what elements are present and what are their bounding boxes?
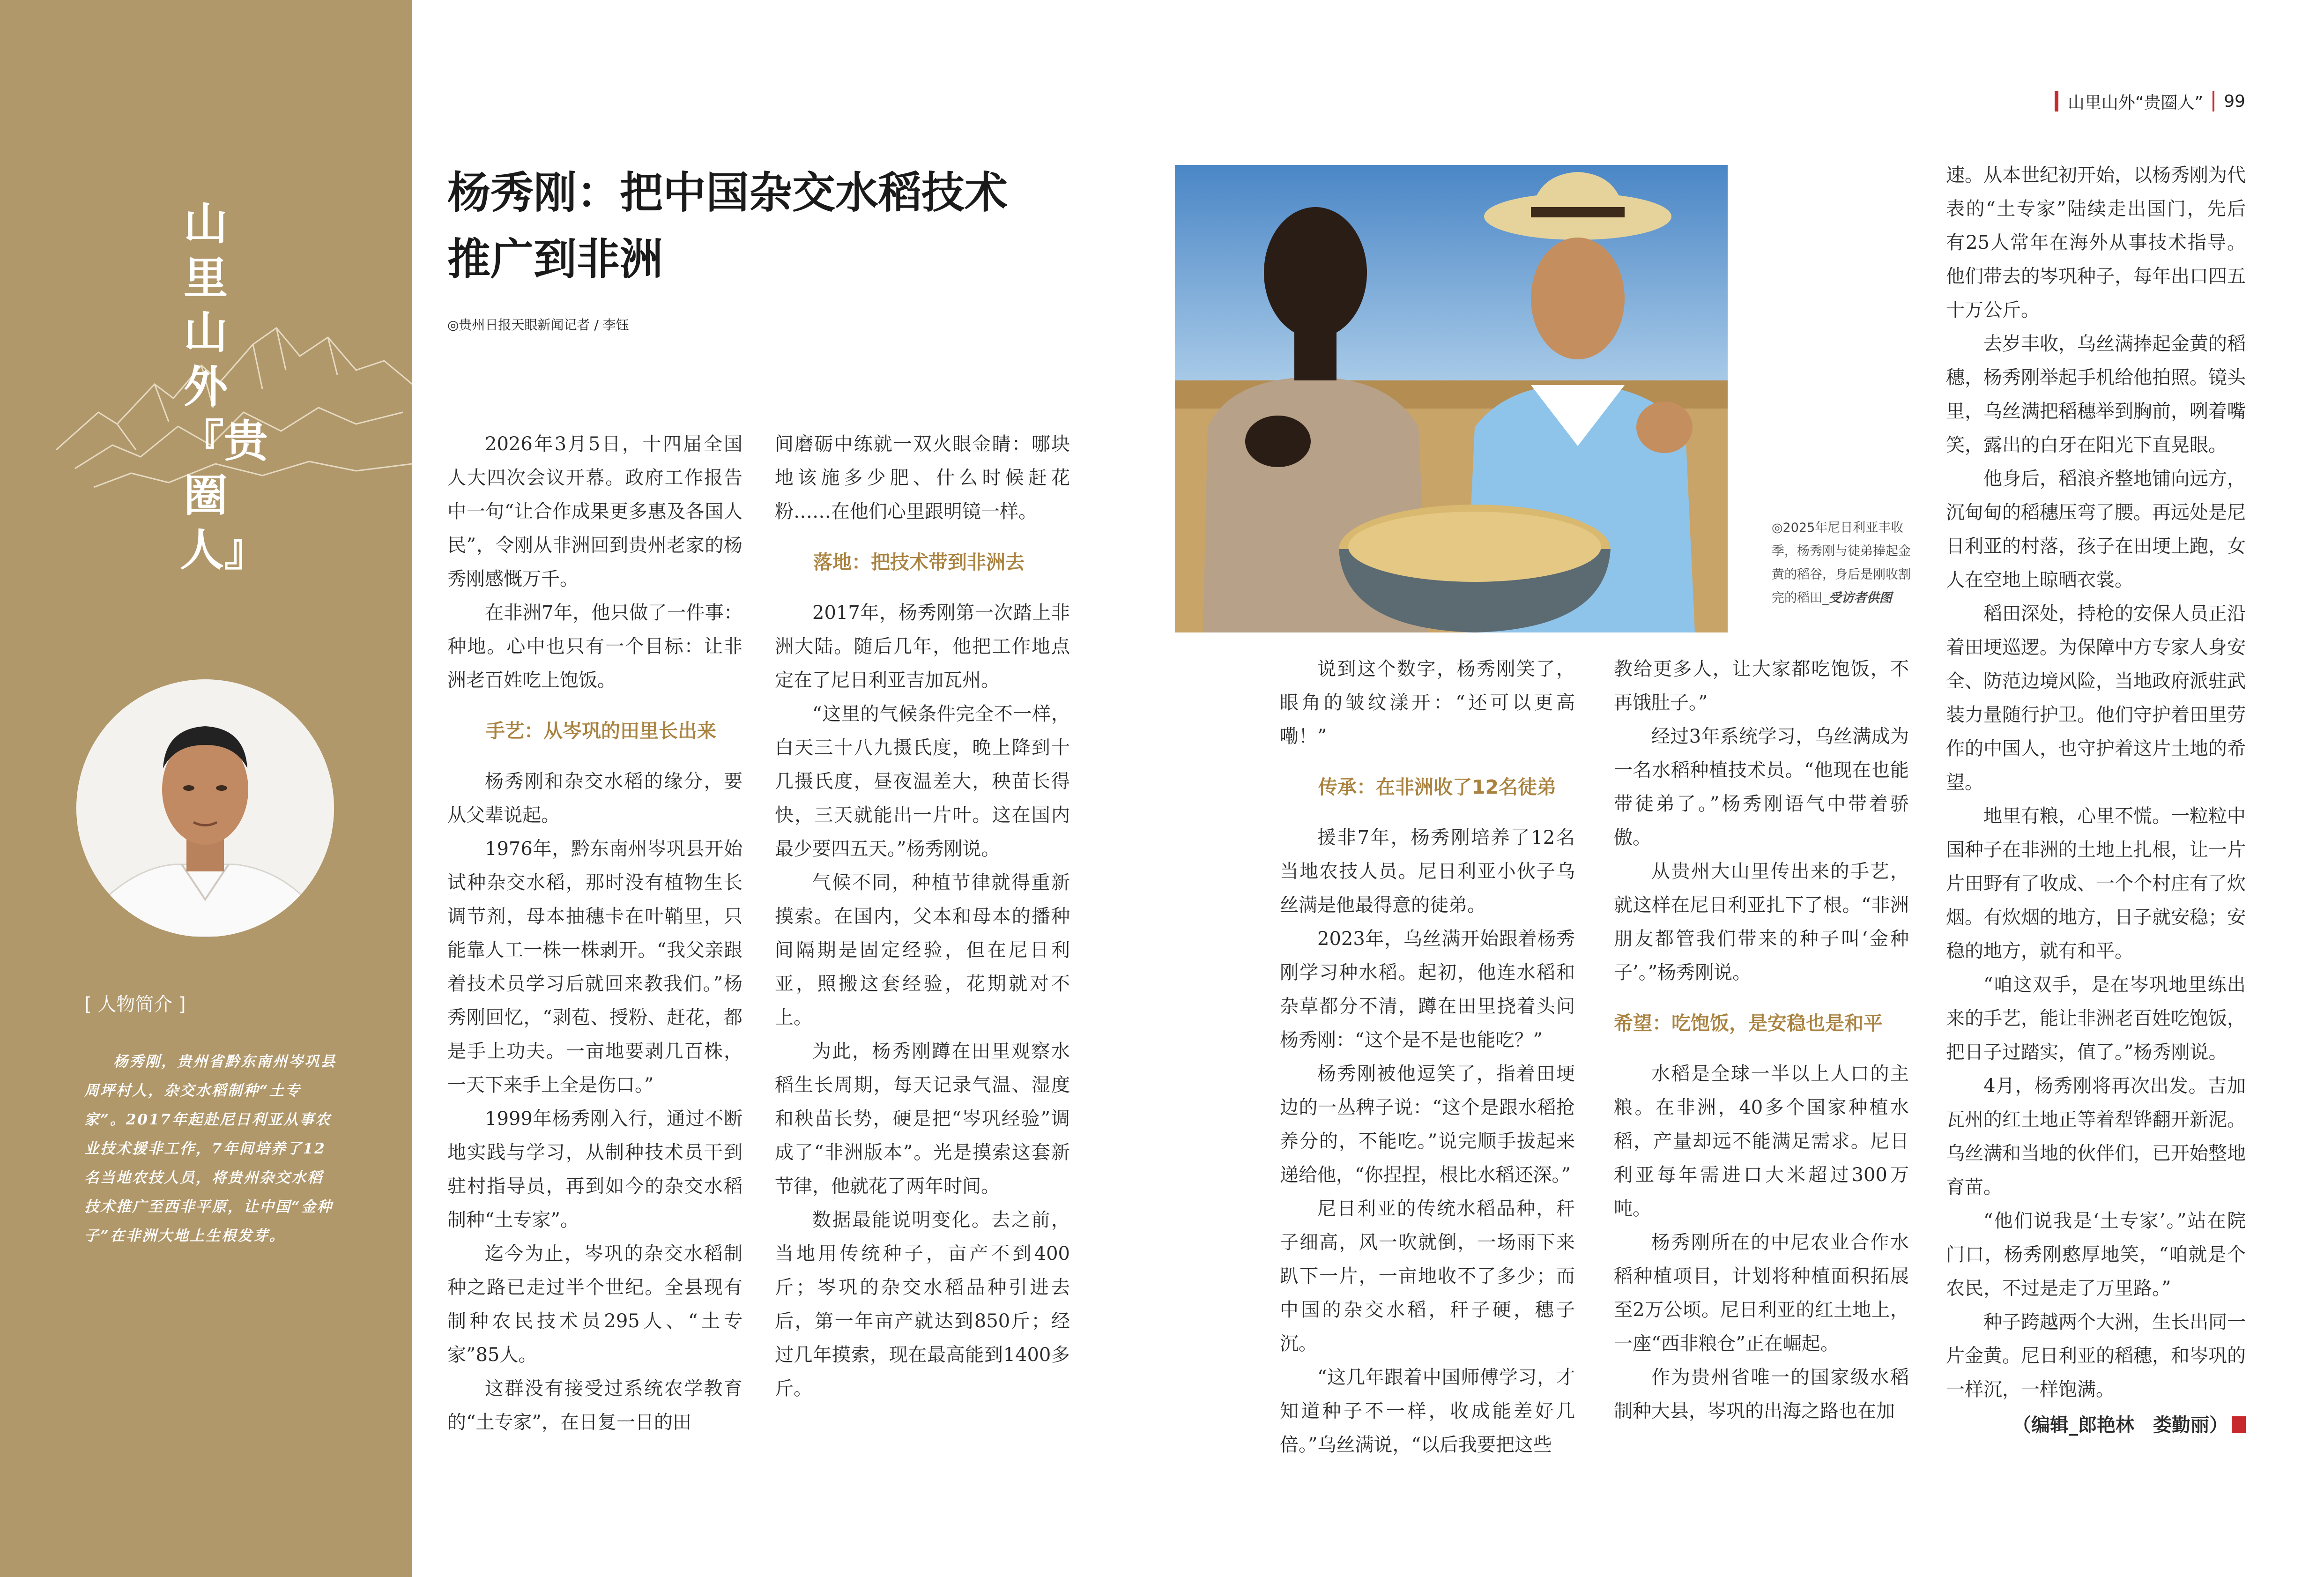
photo-credit: 受访者供图 (1828, 591, 1892, 605)
section-title: 山里山外『贵圈人』 (180, 198, 268, 576)
paragraph: 这群没有接受过系统农学教育的“土专家”，在日复一日的田 (447, 1378, 742, 1433)
paragraph: 地里有粮，心里不慌。一粒粒中国种子在非洲的土地上扎根，让一片片田野有了收成、一个个村庄有了炊烟。有炊烟的地方，日子就安稳；安稳的地方，就有和平。 (1946, 805, 2246, 962)
paragraph: 为此，杨秀刚蹲在田里观察水稻生长周期，每天记录气温、湿度和秧苗长势，硬是把“岑巩经验”调成了“非洲版本”。光是摸索这套新节律，他就花了两年时间。 (775, 1041, 1070, 1197)
paragraph: 水稻是全球一半以上人口的主粮。在非洲，40多个国家种植水稻，产量却远不能满足需求。尼日利亚每年需进口大米超过300万吨。 (1614, 1063, 1909, 1220)
paragraph: 杨秀刚和杂交水稻的缘分，要从父辈说起。 (447, 771, 742, 826)
text-column-5 (1946, 158, 2246, 1442)
end-of-article-icon (2232, 1416, 2246, 1433)
paragraph: “他们说我是‘土专家’。”站在院门口，杨秀刚憨厚地笑，“咱就是个农民，不过是走了万里路。” (1946, 1210, 2246, 1299)
byline: ◎贵州日报天眼新闻记者 / 李钰 (447, 317, 629, 333)
header-separator (2213, 91, 2214, 112)
sidebar (0, 0, 412, 1577)
paragraph: 4月，杨秀刚将再次出发。吉加瓦州的红土地正等着犁铧翻开新泥。乌丝满和当地的伙伴们，已开始整地育苗。 (1946, 1075, 2246, 1198)
editor-names: （编辑_郎艳林 娄勤丽） (2012, 1414, 2228, 1436)
title-line-2: 推广到非洲 (447, 234, 663, 284)
photo-caption (1772, 516, 1920, 610)
subheading: 希望：吃饱饭，是安稳也是和平 (1614, 1012, 1883, 1034)
page-number: 99 (2224, 91, 2245, 111)
article-title (447, 159, 1113, 292)
portrait-photo (76, 679, 334, 937)
caption-text: ◎2025年尼日利亚丰收季，杨秀刚与徒弟捧起金黄的稻谷，身后是刚收割完的稻田_ (1772, 521, 1911, 605)
title-line-1: 杨秀刚：把中国杂交水稻技术 (447, 167, 1008, 218)
paragraph: 经过3年系统学习，乌丝满成为一名水稻种植技术员。“他现在也能带徒弟了。”杨秀刚语气中带着骄傲。 (1614, 726, 1909, 848)
editor-credit (1946, 1408, 2246, 1442)
paragraph: “这里的气候条件完全不一样，白天三十八九摄氏度，晚上降到十几摄氏度，昼夜温差大，秧苗长得快，三天就能出一片叶。这在国内最少要四五天。”杨秀刚说。 (775, 703, 1070, 860)
paragraph: 2023年，乌丝满开始跟着杨秀刚学习种水稻。起初，他连水稻和杂草都分不清，蹲在田里挠着头问杨秀刚：“这个是不是也能吃？” (1280, 928, 1575, 1051)
paragraph: 从贵州大山里传出来的手艺，就这样在尼日利亚扎下了根。“非洲朋友都管我们带来的种子叫‘金种子’。”杨秀刚说。 (1614, 861, 1909, 983)
paragraph: 气候不同，种植节律就得重新摸索。在国内，父本和母本的播种间隔期是固定经验，但在尼日利亚，照搬这套经验，花期就对不上。 (775, 872, 1070, 1028)
paragraph: 杨秀刚所在的中尼农业合作水稻种植项目，计划将种植面积拓展至2万公顷。尼日利亚的红土地上，一座“西非粮仓”正在崛起。 (1614, 1232, 1909, 1354)
subheading: 手艺：从岑巩的田里长出来 (486, 720, 716, 742)
paragraph: 2017年，杨秀刚第一次踏上非洲大陆。随后几年，他把工作地点定在了尼日利亚吉加瓦州。 (775, 602, 1070, 691)
header-section-name: 山里山外“贵圈人” (2067, 93, 2204, 112)
article-photo (1175, 165, 1728, 632)
paragraph: 尼日利亚的传统水稻品种，秆子细高，风一吹就倒，一场雨下来趴下一片，一亩地收不了多少；而中国的杂交水稻，秆子硬，穗子沉。 (1280, 1198, 1575, 1354)
header-accent-bar (2055, 91, 2058, 112)
paragraph: 他身后，稻浪齐整地铺向远方，沉甸甸的稻穗压弯了腰。再远处是尼日利亚的村落，孩子在田埂上跑，女人在空地上晾晒衣裳。 (1946, 468, 2246, 591)
text-column-3 (1280, 652, 1575, 1462)
paragraph: 说到这个数字，杨秀刚笑了，眼角的皱纹漾开：“还可以更高嘞！” (1280, 658, 1575, 747)
paragraph: 作为贵州省唯一的国家级水稻制种大县，岑巩的出海之路也在加 (1614, 1367, 1909, 1422)
paragraph: 数据最能说明变化。去之前，当地用传统种子，亩产不到400斤；岑巩的杂交水稻品种引进去后，第一年亩产就达到850斤；经过几年摸索，现在最高能到1400多斤。 (775, 1209, 1070, 1399)
subheading: 落地：把技术带到非洲去 (813, 551, 1025, 573)
paragraph-continued: 间磨砺中练就一双火眼金睛：哪块地该施多少肥、什么时候赶花粉……在他们心里跟明镜一样。 (775, 433, 1070, 522)
paragraph-continued: 速。从本世纪初开始，以杨秀刚为代表的“土专家”陆续走出国门，先后有25人常年在海外从事技术指导。他们带去的岑巩种子，每年出口四五十万公斤。 (1946, 164, 2246, 321)
paragraph: 1999年杨秀刚入行，通过不断地实践与学习，从制种技术员干到驻村指导员，再到如今的杂交水稻制种“土专家”。 (447, 1108, 742, 1231)
paragraph: 在非洲7年，他只做了一件事：种地。心中也只有一个目标：让非洲老百姓吃上饱饭。 (447, 602, 742, 691)
paragraph: 援非7年，杨秀刚培养了12名当地农技人员。尼日利亚小伙子乌丝满是他最得意的徒弟。 (1280, 827, 1575, 916)
paragraph: “这几年跟着中国师傅学习，才知道种子不一样，收成能差好几倍。”乌丝满说，“以后我要把这些 (1280, 1367, 1575, 1456)
paragraph-continued: 教给更多人，让大家都吃饱饭，不再饿肚子。” (1614, 658, 1909, 714)
bio-heading: [ 人物简介 ] (84, 994, 186, 1015)
two-farmers-with-rice-photo-icon (1175, 165, 1728, 632)
paragraph: 去岁丰收，乌丝满捧起金黄的稻穗，杨秀刚举起手机给他拍照。镜头里，乌丝满把稻穗举到胸前，咧着嘴笑，露出的白牙在阳光下直晃眼。 (1946, 333, 2246, 456)
text-column-4 (1614, 652, 1909, 1428)
paragraph: 2026年3月5日，十四届全国人大四次会议开幕。政府工作报告中一句“让合作成果更多惠及各国人民”，令刚从非洲回到贵州老家的杨秀刚感慨万千。 (447, 433, 742, 590)
subheading: 传承：在非洲收了12名徒弟 (1318, 776, 1557, 798)
paragraph: “咱这双手，是在岑巩地里练出来的手艺，能让非洲老百姓吃饱饭，把日子过踏实，值了。”杨秀刚说。 (1946, 974, 2246, 1063)
paragraph: 1976年，黔东南州岑巩县开始试种杂交水稻，那时没有植物生长调节剂，母本抽穗卡在叶鞘里，只能靠人工一株一株剥开。“我父亲跟着技术员学习后就回来教我们。”杨秀刚回忆，“剥苞、授粉、赶花，都是手上功夫。一亩地要剥几百株，一天下来手上全是伤口。” (447, 838, 742, 1096)
text-column-2 (775, 427, 1070, 1406)
bio-text: 杨秀刚，贵州省黔东南州岑巩县周坪村人，杂交水稻制种“土专家”。2017年起赴尼日利亚从事农业技术援非工作，7年间培养了12名当地农技人员，将贵州杂交水稻技术推广至西非平原，让中国“金种子”在非洲大地上生根发芽。 (84, 1053, 336, 1244)
paragraph: 杨秀刚被他逗笑了，指着田埂边的一丛稗子说：“这个是跟水稻抢养分的，不能吃。”说完顺手拔起来递给他，“你捏捏，根比水稻还深。” (1280, 1063, 1575, 1186)
paragraph: 迄今为止，岑巩的杂交水稻制种之路已走过半个世纪。全县现有制种农民技术员295人、“土专家”85人。 (447, 1243, 742, 1366)
running-header (2055, 89, 2245, 113)
paragraph: 种子跨越两个大洲，生长出同一片金黄。尼日利亚的稻穗，和岑巩的一样沉，一样饱满。 (1946, 1311, 2246, 1400)
paragraph: 稻田深处，持枪的安保人员正沿着田埂巡逻。为保障中方专家人身安全、防范边境风险，当地政府派驻武装力量随行护卫。他们守护着田里劳作的中国人，也守护着这片土地的希望。 (1946, 603, 2246, 793)
text-column-1 (447, 427, 742, 1439)
man-portrait-icon (76, 679, 334, 937)
